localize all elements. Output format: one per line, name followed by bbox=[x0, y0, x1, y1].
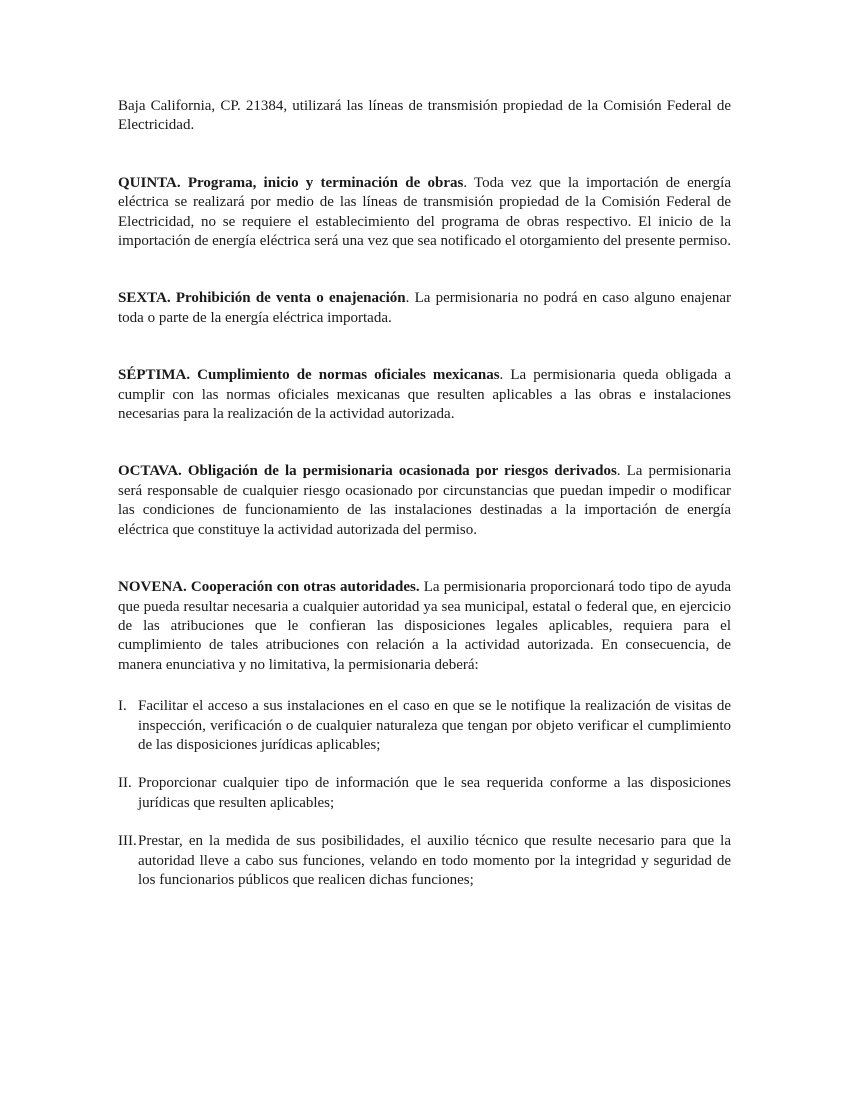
document-page bbox=[118, 97, 731, 909]
list-number: II. bbox=[118, 775, 132, 792]
clause-heading: NOVENA. Cooperación con otras autoridades. bbox=[118, 579, 420, 596]
list-number: III. bbox=[118, 833, 137, 850]
list-item bbox=[118, 774, 731, 813]
clause-novena bbox=[118, 578, 731, 675]
clause-body: . Toda vez que la importación de energía eléctrica se realizará por medio de las líneas de transmisión propiedad de la Comisión Federal de Electricidad, no se requiere el establecimiento del programa de obras respectivo. El inicio de la importación de energía eléctrica será una vez que sea notificado el otorgamiento del presente permiso. bbox=[118, 174, 731, 250]
list-number: I. bbox=[118, 698, 127, 715]
clause-sexta bbox=[118, 289, 731, 328]
list-text: Proporcionar cualquier tipo de información que le sea requerida conforme a las disposiciones jurídicas que resulten aplicables; bbox=[138, 775, 731, 811]
clause-septima bbox=[118, 366, 731, 424]
list-text: Facilitar el acceso a sus instalaciones en el caso en que se le notifique la realización de visitas de inspección, verificación o de cualquier naturaleza que tengan por objeto verificar el cumplimiento de las disposiciones jurídicas aplicables; bbox=[138, 698, 731, 753]
list-text: Prestar, en la medida de sus posibilidades, el auxilio técnico que resulte necesario para que la autoridad lleve a cabo sus funciones, velando en todo momento por la integridad y seguridad de los funcionarios públicos que realicen dichas funciones; bbox=[138, 833, 731, 888]
list-item bbox=[118, 697, 731, 755]
clause-heading: QUINTA. Programa, inicio y terminación de obras bbox=[118, 174, 464, 191]
clause-body: . La permisionaria queda obligada a cumplir con las normas oficiales mexicanas que resulten aplicables a las obras e instalaciones necesarias para la realización de la actividad autorizada. bbox=[118, 367, 731, 423]
clause-octava bbox=[118, 462, 731, 540]
clause-heading: OCTAVA. Obligación de la permisionaria ocasionada por riesgos derivados bbox=[118, 463, 617, 480]
clause-heading: SÉPTIMA. Cumplimiento de normas oficiales mexicanas bbox=[118, 367, 500, 384]
clause-body: . La permisionaria no podrá en caso alguno enajenar toda o parte de la energía eléctrica importada. bbox=[118, 290, 731, 326]
clause-body: La permisionaria proporcionará todo tipo de ayuda que pueda resultar necesaria a cualquier autoridad ya sea municipal, estatal o federal que, en ejercicio de las atribuciones que le confieran las disposiciones legales aplicables, requiera para el cumplimiento de tales atribuciones con relación a la actividad autorizada. En consecuencia, de manera enunciativa y no limitativa, la permisionaria deberá: bbox=[118, 579, 731, 673]
clause-body: . La permisionaria será responsable de cualquier riesgo ocasionado por circunstancias que puedan impedir o modificar las condiciones de funcionamiento de las instalaciones destinadas a la importación de energía eléctrica que constituye la actividad autorizada del permiso. bbox=[118, 463, 731, 538]
list-item bbox=[118, 832, 731, 890]
intro-paragraph: Baja California, CP. 21384, utilizará las líneas de transmisión propiedad de la Comisión Federal de Electricidad. bbox=[118, 98, 731, 134]
clause-quinta bbox=[118, 174, 731, 252]
clause-heading: SEXTA. Prohibición de venta o enajenación bbox=[118, 290, 406, 307]
